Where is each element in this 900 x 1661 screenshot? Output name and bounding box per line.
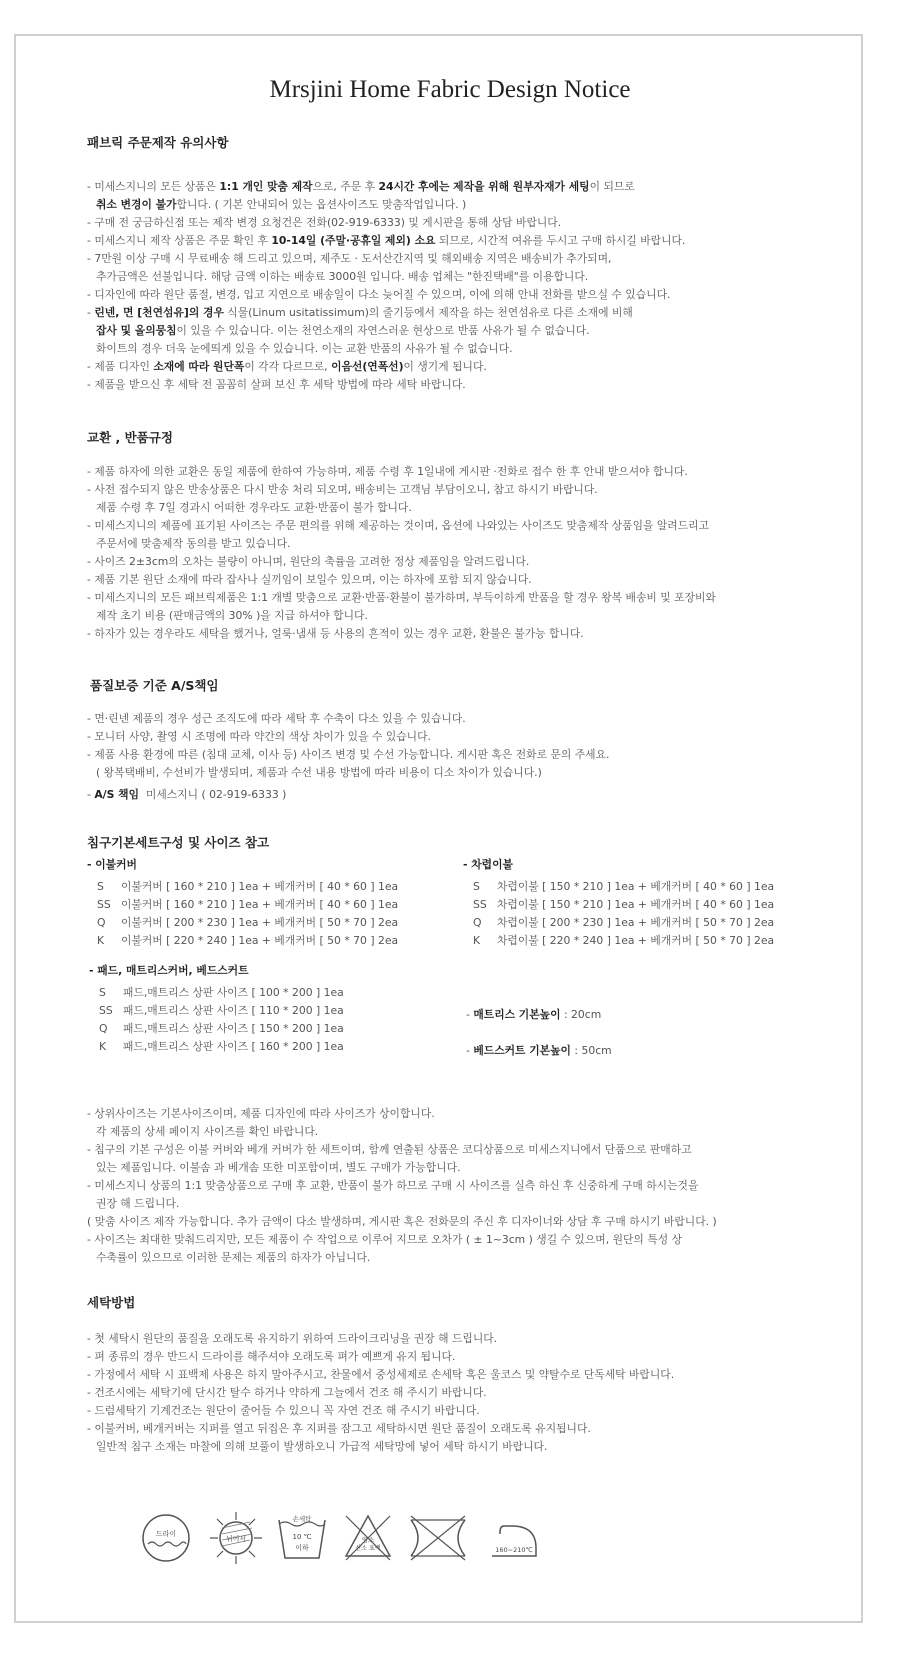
pad-sizes [89, 962, 344, 1056]
size-row: S 차렵이불 [ 150 * 210 ] 1ea + 베개커버 [ 40 * 60 ] 1ea [473, 880, 775, 893]
section-order-notice-body [87, 178, 827, 394]
svg-text:손세탁: 손세탁 [292, 1515, 312, 1523]
text-line: ( 왕복택배비, 수선비가 발생되며, 제품과 수선 내용 방법에 따라 비용이 디소 차이가 있습니다.) [96, 766, 542, 779]
size-row: K 패드,매트리스 상판 사이즈 [ 160 * 200 ] 1ea [99, 1040, 344, 1053]
as-label: A/S 책임 [94, 788, 140, 801]
size-row: SS 차렵이불 [ 150 * 210 ] 1ea + 베개커버 [ 40 * 60 ] 1ea [473, 898, 775, 911]
section-warranty-body [87, 710, 827, 804]
text-line: - 미세스지니 제작 상품은 주문 확인 후 10-14일 (주말·공휴일 제외) 소요 되므로, 시간적 여유를 두시고 구매 하시길 바랍니다. [87, 234, 686, 247]
text-line: - 첫 세탁시 원단의 품질을 오래도록 유지하기 위하여 드라이크리닝을 권장 해 드립니다. [87, 1332, 498, 1345]
text-line: - 가정에서 세탁 시 표백제 사용은 하지 말아주시고, 찬물에서 중성세제로 손세탁 혹은 울코스 및 약탈수로 단독세탁 바랍니다. [87, 1368, 675, 1381]
text-line: 화이트의 경우 더욱 눈에띄게 있을 수 있습니다. 이는 교환 반품의 사유가 될 수 없습니다. [96, 342, 513, 355]
size-row: K 이불커버 [ 220 * 240 ] 1ea + 베개커버 [ 50 * 70 ] 2ea [97, 934, 399, 947]
text-line: - 제품 디자인 소재에 따라 원단폭이 각각 다르므로, 이음선(연폭선)이 생기게 됩니다. [87, 360, 487, 373]
pad-title: - 패드, 매트리스커버, 베드스커트 [89, 964, 249, 977]
text-line: - 상위사이즈는 기본사이즈이며, 제품 디자인에 따라 사이즈가 상이합니다. [87, 1107, 435, 1120]
text-line: 주문서에 맞춤제작 동의를 받고 있습니다. [96, 537, 291, 550]
text-line: 각 제품의 상세 페이지 사이즈를 확인 바랍니다. [96, 1125, 319, 1138]
section-warranty-heading: 품질보증 기준 A/S책임 [90, 678, 219, 693]
text-line: - 드럼세탁기 기계건조는 원단이 줄어들 수 있으니 꼭 자연 건조 해 주시기 바랍니다. [87, 1404, 480, 1417]
section-washing-heading: 세탁방법 [87, 1295, 136, 1310]
size-row: Q 차렵이불 [ 200 * 230 ] 1ea + 베개커버 [ 50 * 70 ] 2ea [473, 916, 775, 929]
text-line: - 사이즈는 최대한 맞춰드리지만, 모든 제품이 수 작업으로 이루어 지므로 오차가 ( ± 1~3cm ) 생길 수 있으며, 원단의 특성 상 [87, 1233, 683, 1246]
no-tumble-dry-icon [405, 1510, 471, 1566]
text-line: - 이불커버, 베개커버는 지퍼를 열고 뒤집은 후 지퍼를 잠그고 세탁하시면 원단 품질이 오래도록 유지됩니다. [87, 1422, 591, 1435]
text-line: 일반적 침구 소재는 마찰에 의해 보풀이 발생하오니 가급적 세탁망에 넣어 세탁 하시기 바랍니다. [96, 1440, 548, 1453]
text-line: 수축률이 있으므로 이러한 문제는 제품의 하자가 아닙니다. [96, 1251, 371, 1264]
text-line: - 건조시에는 세탁기에 단시간 탈수 하거나 약하게 그늘에서 건조 해 주시기 바랍니다. [87, 1386, 487, 1399]
text-line: - 모니터 사양, 촬영 시 조명에 따라 약간의 색상 차이가 있을 수 있습니다. [87, 730, 431, 743]
size-row: K 차렵이불 [ 220 * 240 ] 1ea + 베개커버 [ 50 * 70 ] 2ea [473, 934, 775, 947]
text-line: - 사이즈 2±3cm의 오차는 불량이 아니며, 원단의 축률을 고려한 정상 제품임을 알려드립니다. [87, 555, 530, 568]
page-title: Mrsjini Home Fabric Design Notice [269, 76, 631, 103]
hand-wash-icon [275, 1510, 329, 1566]
size-row: S 패드,매트리스 상판 사이즈 [ 100 * 200 ] 1ea [99, 986, 344, 999]
dry-in-shade-icon [208, 1510, 264, 1566]
svg-text:드라이: 드라이 [155, 1530, 177, 1538]
iron-icon [486, 1510, 542, 1566]
size-row: Q 패드,매트리스 상판 사이즈 [ 150 * 200 ] 1ea [99, 1022, 344, 1035]
text-line: 잡사 및 올의뭉침이 있을 수 있습니다. 이는 천연소재의 자연스러운 현상으로 반품 사유가 될 수 없습니다. [96, 324, 590, 337]
text-line: 취소 변경이 불가합니다. ( 기본 안내되어 있는 옵션사이즈도 맞춤작업입니다. ) [96, 198, 467, 211]
text-line: 제품 수령 후 7일 경과시 어떠한 경우라도 교환·반품이 불가 합니다. [96, 501, 412, 514]
svg-text:산소 표백: 산소 표백 [355, 1545, 381, 1552]
text-line: - 구매 전 궁금하신점 또는 제작 변경 요청건은 전화(02-919-6333) 및 게시판을 통해 상담 바랍니다. [87, 216, 562, 229]
text-line: - 하자가 있는 경우라도 세탁을 했거나, 얼룩·냄새 등 사용의 흔적이 있는 경우 교환, 환불은 불가능 합니다. [87, 627, 584, 640]
as-contact: - A/S 책임 미세스지니 ( 02-919-6333 ) [87, 788, 287, 801]
text-line: - 미세스지니의 모든 패브릭제품은 1:1 개별 맞춤으로 교환·반품·환불이 불가하며, 부득이하게 반품을 할 경우 왕복 배송비 및 포장비와 [87, 591, 716, 604]
size-row: SS 이불커버 [ 160 * 210 ] 1ea + 베개커버 [ 40 * 60 ] 1ea [97, 898, 399, 911]
text-line: - 사전 접수되지 않은 반송상품은 다시 반송 처리 되오며, 배송비는 고객님 부담이오니, 참고 하시기 바랍니다. [87, 483, 598, 496]
section-washing-body [87, 1330, 827, 1456]
text-line: ( 맞춤 사이즈 제작 가능합니다. 추가 금액이 다소 발생하며, 게시판 혹은 전화문의 주신 후 디자이너와 상담 후 구매 하시기 바랍니다. ) [87, 1215, 717, 1228]
duvet-cover-title: - 이불커버 [87, 858, 137, 871]
svg-text:160~210℃: 160~210℃ [495, 1546, 533, 1554]
text-line: - 침구의 기본 구성은 이불 커버와 베개 커버가 한 세트이며, 함께 연출된 상품은 코디상품으로 미세스지니에서 단품으로 판매하고 [87, 1143, 692, 1156]
no-bleach-icon [342, 1510, 394, 1566]
size-row: SS 패드,매트리스 상판 사이즈 [ 110 * 200 ] 1ea [99, 1004, 344, 1017]
text-line: - 미세스지니의 제품에 표기된 사이즈는 주문 편의를 위해 제공하는 것이며, 옵션에 나와있는 사이즈도 맞춤제작 상품임을 알려드리고 [87, 519, 710, 532]
section-order-notice-heading: 패브릭 주문제작 유의사항 [87, 135, 229, 150]
text-line: 제작 초기 비용 (판매금액의 30% )을 지급 하셔야 합니다. [96, 609, 368, 622]
svg-text:10 ℃: 10 ℃ [292, 1533, 312, 1541]
text-line: - 디자인에 따라 원단 품절, 변경, 입고 지연으로 배송일이 다소 늦어질 수 있으며, 이에 의해 안내 전화를 받으실 수 있습니다. [87, 288, 671, 301]
as-value: 미세스지니 ( 02-919-6333 ) [145, 788, 287, 801]
text-line: - 제품 기본 원단 소재에 따라 잡사나 실끼임이 보일수 있으며, 이는 하자에 포함 되지 않습니다. [87, 573, 532, 586]
bedskirt-height: - 베드스커트 기본높이 : 50cm [466, 1044, 612, 1057]
section-exchange-heading: 교환 , 반품규정 [87, 430, 173, 445]
svg-text:이하: 이하 [295, 1544, 309, 1552]
text-line: 있는 제품입니다. 이불솜 과 베개솜 또한 미포함이며, 별도 구매가 가능합니다. [96, 1161, 461, 1174]
comforter-title: - 차렵이불 [463, 858, 513, 871]
text-line: - 미세스지니의 모든 상품은 1:1 개인 맞춤 제작으로, 주문 후 24시간 후에는 제작을 위해 원부자재가 세팅이 되므로 [87, 180, 635, 193]
mattress-height: - 매트리스 기본높이 : 20cm [466, 1008, 602, 1021]
svg-text:염소: 염소 [361, 1536, 375, 1544]
section-exchange-body [87, 463, 827, 643]
care-icons [140, 1510, 580, 1570]
text-line: - 미세스지니 상품의 1:1 맞춤상품으로 구매 후 교환, 반품이 불가 하므로 구매 시 사이즈를 실측 하신 후 신중하게 구매 하시는것을 [87, 1179, 699, 1192]
text-line: - 제품 사용 환경에 따른 (침대 교체, 이사 등) 사이즈 변경 및 수선 가능합니다. 게시판 혹은 전화로 문의 주세요. [87, 748, 610, 761]
text-line: - 면·린넨 제품의 경우 성근 조직도에 따라 세탁 후 수축이 다소 있을 수 있습니다. [87, 712, 466, 725]
section-bedding-heading: 침구기본세트구성 및 사이즈 참고 [87, 835, 270, 850]
text-line: - 린넨, 면 [천연섬유]의 경우 식물(Linum usitatissimum)의 줄기등에서 제작을 하는 천연섬유로 다른 소재에 비해 [87, 306, 633, 319]
size-row: Q 이불커버 [ 200 * 230 ] 1ea + 베개커버 [ 50 * 70 ] 2ea [97, 916, 399, 929]
svg-text:뉘어서: 뉘어서 [225, 1535, 247, 1543]
dry-clean-icon [140, 1510, 192, 1566]
text-line: 추가금액은 선불입니다. 해당 금액 이하는 배송료 3000원 입니다. 배송 업체는 "한진택배"를 이용합니다. [96, 270, 589, 283]
size-row: S 이불커버 [ 160 * 210 ] 1ea + 베개커버 [ 40 * 60 ] 1ea [97, 880, 399, 893]
text-line: 권장 해 드립니다. [96, 1197, 180, 1210]
section-bedding-notes [87, 1105, 827, 1267]
comforter-sizes [463, 856, 774, 950]
text-line: - 7만원 이상 구매 시 무료배송 해 드리고 있으며, 제주도 · 도서산간지역 및 해외배송 지역은 배송비가 추가되며, [87, 252, 612, 265]
text-line: - 펴 종류의 경우 반드시 드라이를 해주셔야 오래도록 펴가 예쁘게 유지 됩니다. [87, 1350, 456, 1363]
text-line: - 제품 하자에 의한 교환은 동일 제품에 한하여 가능하며, 제품 수령 후 1일내에 게시판 ·전화로 접수 한 후 안내 받으셔야 합니다. [87, 465, 688, 478]
duvet-cover-sizes [87, 856, 398, 950]
text-line: - 제품을 받으신 후 세탁 전 꼼꼼히 살펴 보신 후 세탁 방법에 따라 세탁 바랍니다. [87, 378, 466, 391]
